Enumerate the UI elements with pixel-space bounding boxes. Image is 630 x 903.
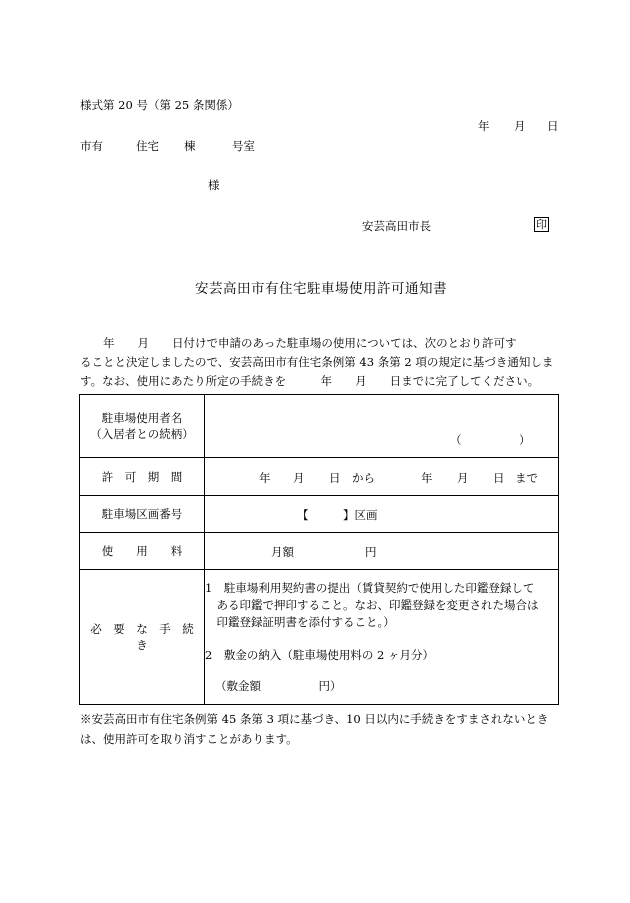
period-start-day: 日 bbox=[329, 471, 341, 485]
address-building: 棟 bbox=[184, 139, 196, 153]
footnote bbox=[80, 709, 548, 749]
form-number: 様式第 20 号（第 25 条関係） bbox=[80, 98, 239, 112]
period-start-year: 年 bbox=[259, 471, 271, 485]
permit-period-label: 許 可 期 間 bbox=[80, 458, 205, 496]
body-line-1: 年 月 日付けで申請のあった駐車場の使用については、次のとおり許可す bbox=[80, 336, 517, 350]
procedure-item-1-line-3: 印鑑登録証明書を添付すること。） bbox=[205, 614, 395, 629]
parking-lot-number-label: 駐車場区画番号 bbox=[80, 496, 205, 533]
date-year: 年 bbox=[478, 119, 490, 133]
footnote-line-2: は、使用許可を取り消すことがあります。 bbox=[80, 732, 298, 746]
period-end-year: 年 bbox=[421, 471, 433, 485]
notice-body bbox=[80, 334, 558, 391]
address-room: 号室 bbox=[232, 139, 255, 153]
period-end-day: 日 bbox=[493, 471, 505, 485]
body-line-2: ることと決定しましたので、安芸高田市有住宅条例第 43 条第 2 項の規定に基づき通知しま bbox=[80, 355, 554, 369]
table-row bbox=[80, 533, 559, 570]
usage-fee-label: 使 用 料 bbox=[80, 533, 205, 570]
permit-period-value-cell bbox=[205, 458, 559, 496]
date-month: 月 bbox=[514, 119, 526, 133]
date-day: 日 bbox=[547, 119, 559, 133]
parking-lot-number-cell bbox=[205, 496, 559, 533]
table-row bbox=[80, 458, 559, 496]
permit-details-table bbox=[79, 394, 559, 705]
address-city: 市有 bbox=[80, 139, 103, 153]
table-row bbox=[80, 570, 559, 705]
required-procedures-label: 必 要 な 手 続 き bbox=[80, 570, 205, 705]
period-start-month: 月 bbox=[293, 471, 305, 485]
table-row bbox=[80, 395, 559, 458]
period-from: から bbox=[352, 471, 375, 485]
user-name-label: 駐車場使用者名 bbox=[101, 411, 183, 425]
required-procedures-cell bbox=[205, 570, 559, 705]
issuer-name: 安芸高田市長 bbox=[362, 219, 431, 233]
parking-lot-number-value: 【 】区画 bbox=[297, 508, 378, 522]
seal-mark: 印 bbox=[536, 218, 547, 231]
period-until: まで bbox=[515, 471, 538, 485]
relationship-value: （ ） bbox=[450, 433, 531, 447]
relationship-label: （入居者との続柄） bbox=[90, 427, 194, 441]
deposit-amount: （敷金額 円） bbox=[215, 678, 342, 693]
period-end-month: 月 bbox=[457, 471, 469, 485]
usage-fee-cell bbox=[205, 533, 559, 570]
user-name-label-cell bbox=[80, 395, 205, 458]
address-housing: 住宅 bbox=[136, 139, 159, 153]
body-line-3: す。なお、使用にあたり所定の手続きを 年 月 日までに完了してください。 bbox=[80, 374, 540, 388]
monthly-label: 月額 bbox=[271, 545, 294, 559]
procedure-item-1-line-1: 1 駐車場利用契約書の提出（賃貸契約で使用した印鑑登録して bbox=[205, 580, 535, 595]
yen-label: 円 bbox=[365, 545, 377, 559]
addressee-honorific: 様 bbox=[208, 178, 220, 192]
footnote-line-1: ※安芸高田市有住宅条例第 45 条第 3 項に基づき、10 日以内に手続きをすまされないとき bbox=[80, 712, 549, 726]
table-row bbox=[80, 496, 559, 533]
procedure-item-2: 2 敷金の納入（駐車場使用料の 2 ヶ月分） bbox=[205, 647, 434, 662]
document-title: 安芸高田市有住宅駐車場使用許可通知書 bbox=[195, 281, 447, 297]
procedure-item-1-line-2: ある印鑑で押印すること。なお、印鑑登録を変更された場合は bbox=[205, 597, 539, 612]
user-name-value-cell bbox=[205, 395, 559, 458]
